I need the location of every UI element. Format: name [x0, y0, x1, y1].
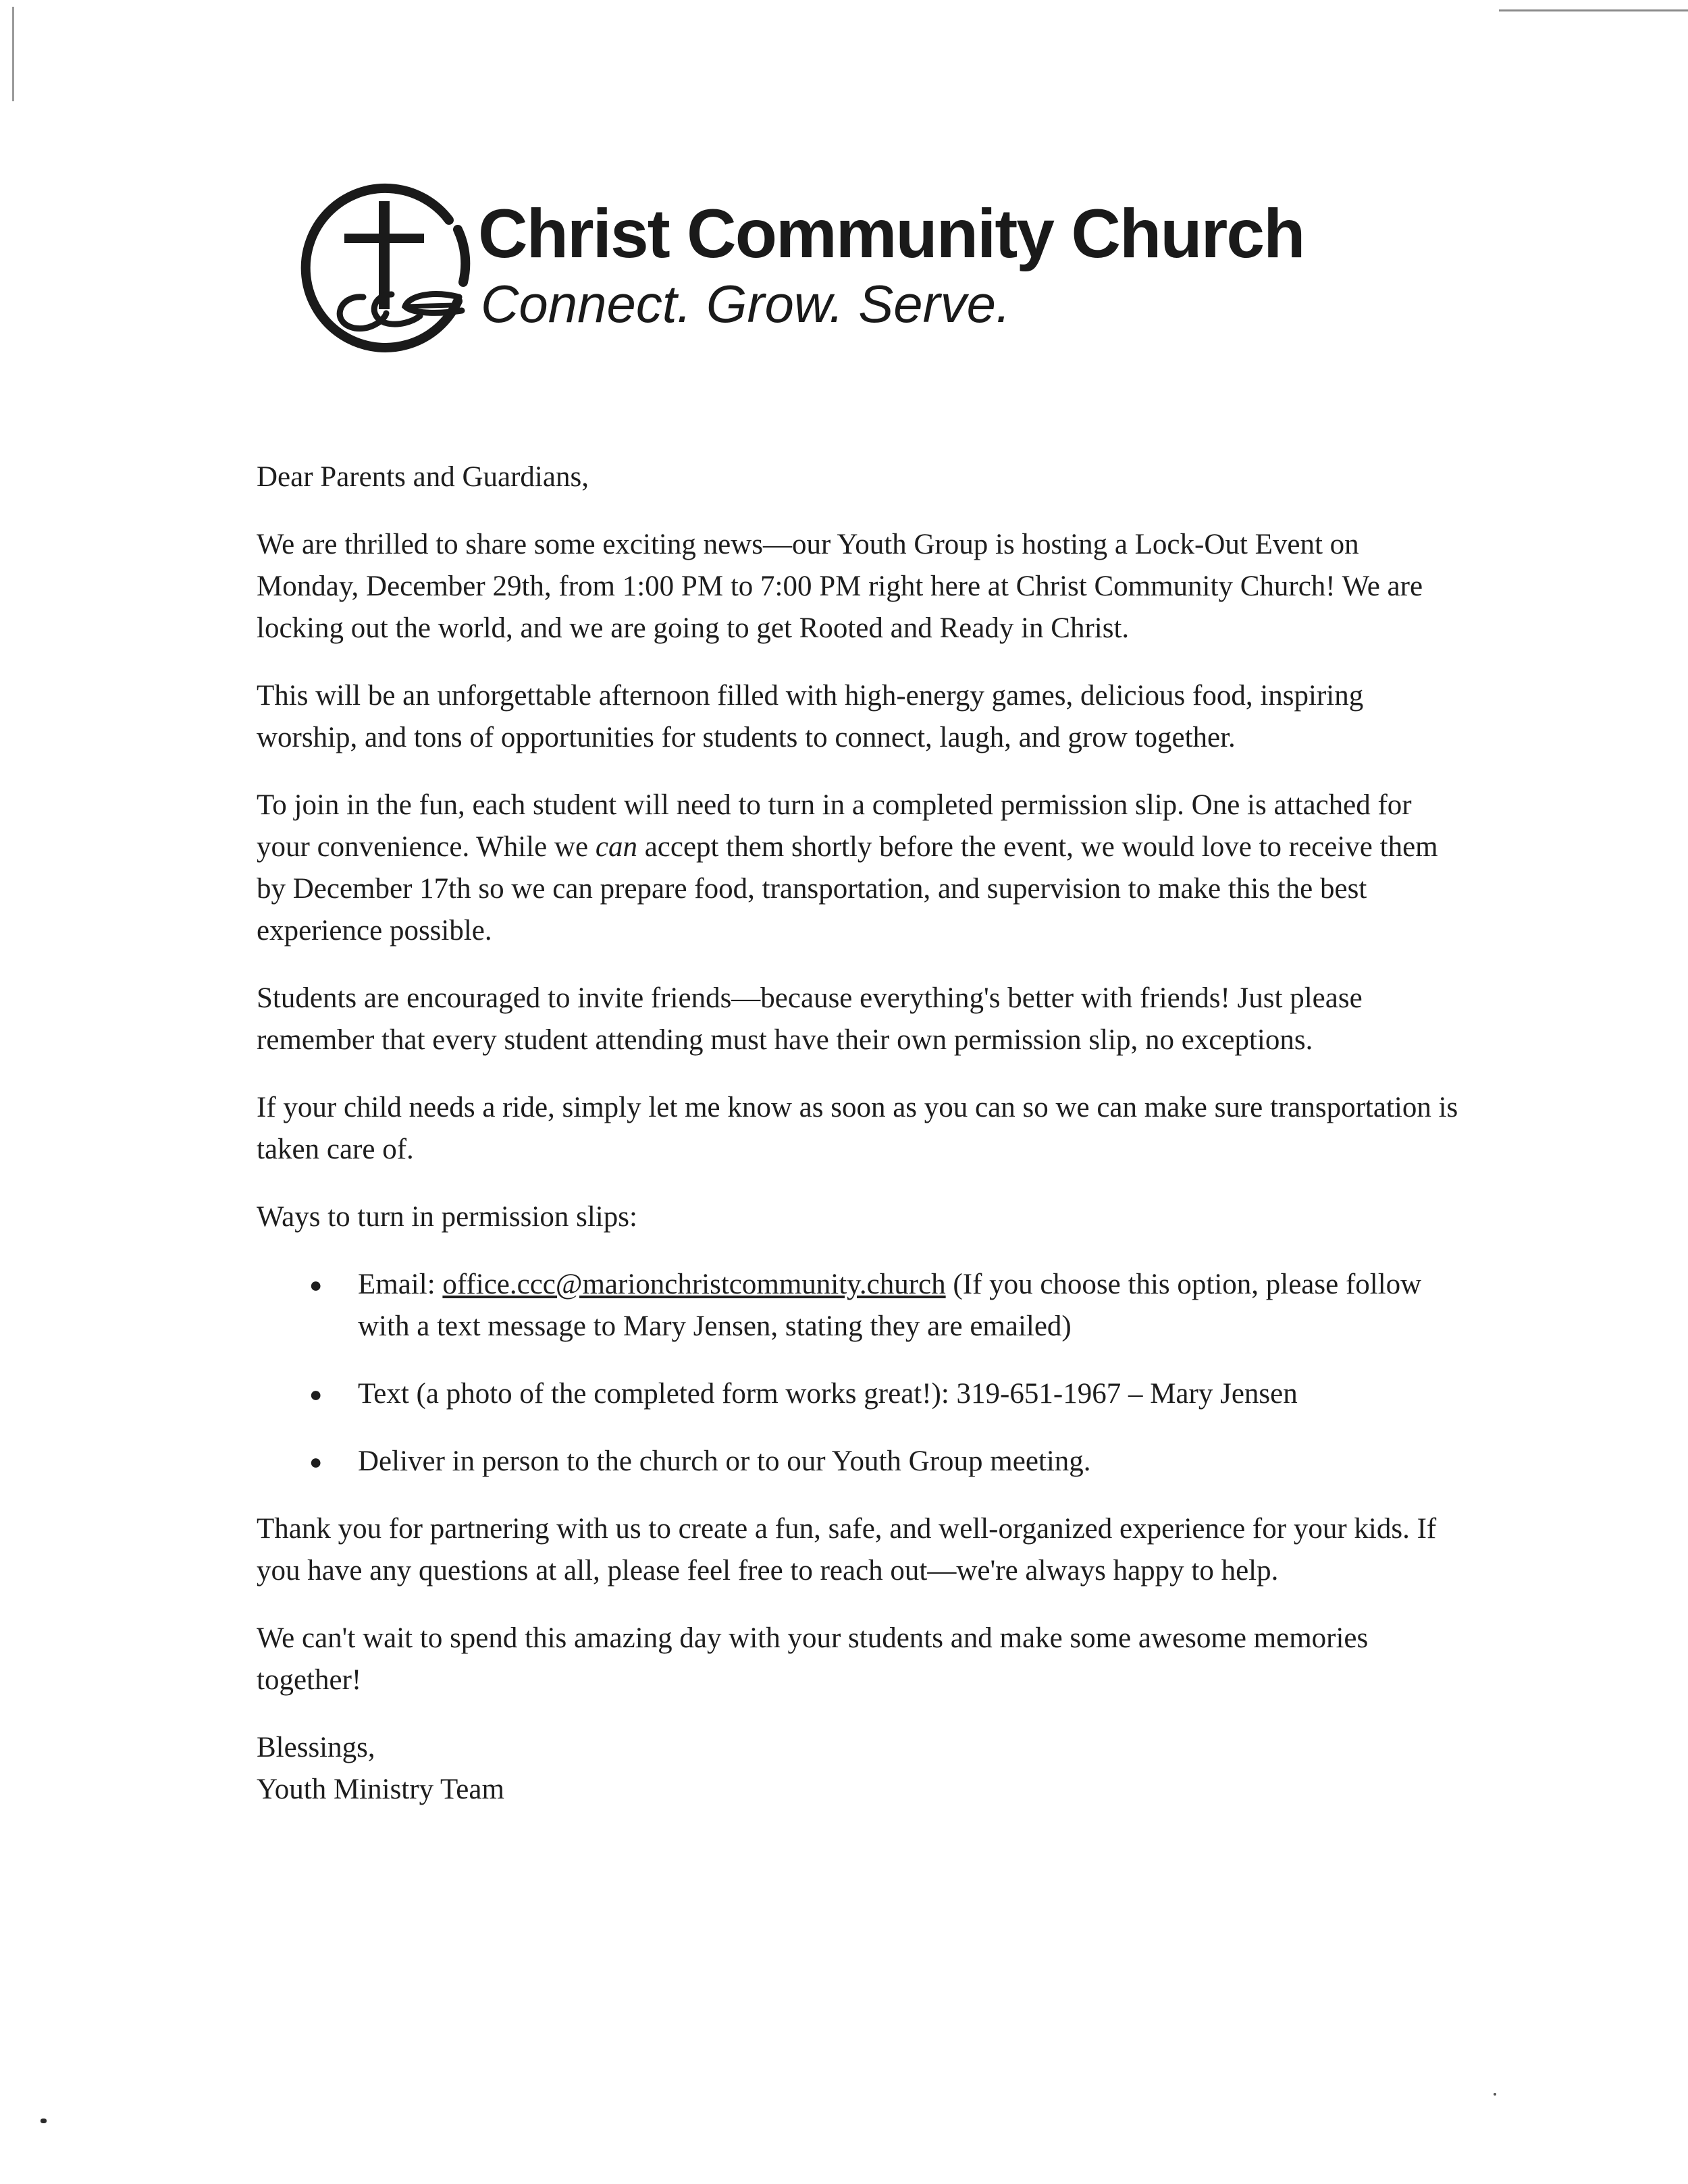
scan-speck [41, 2119, 47, 2123]
permission-slip-text-start: To join in the fun, each student will need to turn in a completed permission slip. One is attached for your convenience. While we [257, 789, 1412, 863]
signature: Youth Ministry Team [257, 1774, 504, 1805]
scan-edge-line [12, 7, 14, 101]
sign-off [257, 1727, 1458, 1811]
list-item-deliver [257, 1441, 1458, 1483]
church-tagline: Connect. Grow. Serve. [481, 274, 1011, 334]
submission-methods-list [257, 1264, 1458, 1483]
scan-speck [1494, 2093, 1496, 2096]
permission-slip-text-end: accept them shortly before the event, we would love to receive them by December 17th so we can prepare food, transportation, and supervision to make this the best experience possible. [257, 831, 1438, 947]
email-label: Email: [358, 1269, 443, 1300]
closing-excitement-paragraph: We can't wait to spend this amazing day with your students and make some awesome memories together! [257, 1622, 1369, 1696]
bullet-icon: ● [309, 1382, 323, 1406]
event-description-paragraph: This will be an unforgettable afternoon filled with high-energy games, delicious food, inspiring worship, and tons of opportunities for students to connect, laugh, and grow together. [257, 680, 1364, 753]
bullet-icon: ● [309, 1449, 323, 1474]
emphasis-can: can [595, 831, 637, 863]
church-name: Christ Community Church [478, 195, 1304, 272]
closing-word: Blessings, [257, 1732, 375, 1763]
thank-you-paragraph: Thank you for partnering with us to create a fun, safe, and well-organized experience for your kids. If you have any questions at all, please feel free to reach out—we're always happy to help. [257, 1513, 1437, 1587]
text-option: Text (a photo of the completed form works great!): 319-651-1967 – Mary Jensen [358, 1378, 1298, 1410]
ride-paragraph: If your child needs a ride, simply let me know as soon as you can so we can make sure transportation is taken care of. [257, 1092, 1458, 1165]
church-logo-icon [297, 181, 479, 363]
event-announcement-paragraph: We are thrilled to share some exciting news—our Youth Group is hosting a Lock-Out Event on Monday, December 29th, from 1:00 PM to 7:00 PM right here at Christ Community Church! We are locking out the world, and we are going to get Rooted and Ready in Christ. [257, 529, 1423, 644]
letterhead [297, 181, 1304, 377]
scan-edge-line [1499, 9, 1688, 11]
deliver-option: Deliver in person to the church or to our Youth Group meeting. [358, 1445, 1091, 1477]
list-item-text [257, 1373, 1458, 1415]
permission-slip-paragraph [257, 784, 1458, 952]
email-note: (If you choose this option, please follow with a text message to Mary Jensen, stating they are emailed) [358, 1269, 1422, 1342]
email-link[interactable]: office.ccc@marionchristcommunity.church [442, 1269, 946, 1300]
ways-heading: Ways to turn in permission slips: [257, 1201, 637, 1233]
letter-body [257, 456, 1458, 1811]
list-item-email [257, 1264, 1458, 1348]
invite-friends-paragraph: Students are encouraged to invite friends—because everything's better with friends! Just please remember that every student attending must have their own permission slip, no exceptions. [257, 982, 1363, 1056]
bullet-icon: ● [309, 1273, 323, 1297]
salutation: Dear Parents and Guardians, [257, 461, 589, 493]
